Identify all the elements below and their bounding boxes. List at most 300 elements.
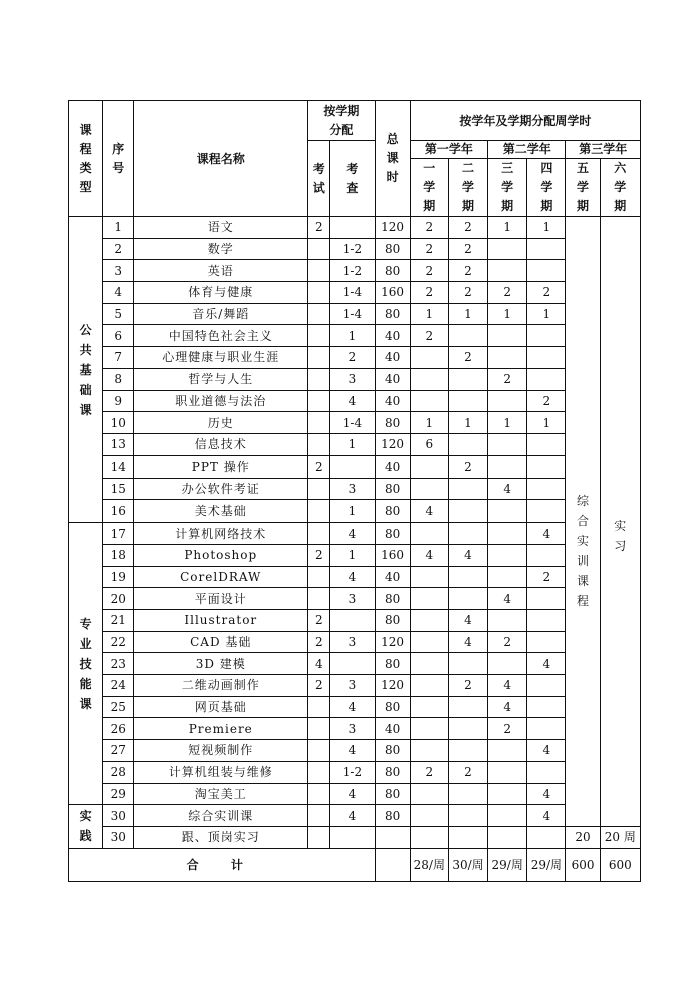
cell-term-3	[488, 761, 527, 783]
merged-internship-label: 实习	[614, 519, 627, 554]
category-practice	[69, 805, 103, 848]
header-term-5: 五学期	[566, 159, 600, 217]
cell-exam	[308, 761, 330, 783]
cell-term-2	[448, 826, 487, 848]
cell-course-name: PPT 操作	[134, 455, 308, 478]
cell-term-4: 4	[527, 740, 566, 762]
table-row	[69, 675, 641, 697]
cell-exam	[308, 696, 330, 718]
table-row	[69, 653, 641, 675]
cell-check: 1-2	[330, 238, 375, 260]
cell-check: 1	[330, 433, 375, 455]
cell-term-2: 4	[448, 610, 487, 632]
cell-check: 4	[330, 783, 375, 805]
totals-term-5: 600	[566, 848, 600, 881]
cell-term-2: 1	[448, 412, 487, 434]
cell-course-name: CorelDRAW	[134, 566, 308, 588]
cell-term-1	[410, 696, 448, 718]
cell-seq: 30	[103, 805, 134, 827]
header-course-name: 课程名称	[134, 101, 308, 217]
cell-term-1	[410, 588, 448, 610]
header-term-6: 六学期	[600, 159, 640, 217]
cell-term-4	[527, 718, 566, 740]
header-seq: 序号	[103, 101, 134, 217]
cell-check: 3	[330, 478, 375, 500]
cell-term-3: 2	[488, 718, 527, 740]
cell-term-1: 1	[410, 303, 448, 325]
cell-total-hours: 80	[375, 783, 410, 805]
cell-total-hours: 160	[375, 544, 410, 566]
cell-total-hours: 80	[375, 740, 410, 762]
cell-check: 1-4	[330, 412, 375, 434]
cell-seq: 24	[103, 675, 134, 697]
cell-course-name: 历史	[134, 412, 308, 434]
cell-course-name: 体育与健康	[134, 282, 308, 304]
cell-check	[330, 653, 375, 675]
cell-course-name: 3D 建模	[134, 653, 308, 675]
cell-term-2	[448, 588, 487, 610]
cell-term-4	[527, 675, 566, 697]
cell-check	[330, 610, 375, 632]
cell-seq: 29	[103, 783, 134, 805]
cell-term-3	[488, 783, 527, 805]
cell-term-2: 2	[448, 347, 487, 369]
cell-total-hours: 80	[375, 761, 410, 783]
cell-total-hours: 40	[375, 455, 410, 478]
cell-exam	[308, 740, 330, 762]
cell-term-3	[488, 238, 527, 260]
cell-term-1: 6	[410, 433, 448, 455]
cell-seq: 15	[103, 478, 134, 500]
cell-term-1: 2	[410, 282, 448, 304]
cell-term-3: 2	[488, 368, 527, 390]
cell-term-2	[448, 478, 487, 500]
cell-term-4: 2	[527, 390, 566, 412]
header-check: 考查	[330, 141, 375, 217]
cell-total-hours	[375, 826, 410, 848]
cell-seq: 16	[103, 500, 134, 523]
cell-term-1: 2	[410, 260, 448, 282]
cell-term-3	[488, 826, 527, 848]
cell-term-4	[527, 761, 566, 783]
totals-hours	[375, 848, 410, 881]
cell-term-1: 2	[410, 217, 448, 239]
cell-seq: 7	[103, 347, 134, 369]
cell-term-3	[488, 390, 527, 412]
cell-seq: 5	[103, 303, 134, 325]
table-row	[69, 826, 641, 848]
cell-course-name: 职业道德与法治	[134, 390, 308, 412]
cell-term-2: 2	[448, 455, 487, 478]
cell-course-name: 数学	[134, 238, 308, 260]
cell-term-4: 4	[527, 783, 566, 805]
header-year-2: 第二学年	[488, 141, 566, 159]
cell-term-3	[488, 260, 527, 282]
cell-seq: 17	[103, 523, 134, 545]
cell-course-name: Premiere	[134, 718, 308, 740]
cell-term-2: 1	[448, 303, 487, 325]
cell-course-name: 平面设计	[134, 588, 308, 610]
cell-term-4: 4	[527, 653, 566, 675]
cell-course-name: 音乐/舞蹈	[134, 303, 308, 325]
cell-seq: 2	[103, 238, 134, 260]
cell-check	[330, 217, 375, 239]
cell-course-name: 淘宝美工	[134, 783, 308, 805]
cell-total-hours: 120	[375, 631, 410, 653]
table-row	[69, 478, 641, 500]
cell-term-4	[527, 325, 566, 347]
totals-term-6: 600	[600, 848, 640, 881]
cell-check: 1	[330, 500, 375, 523]
cell-exam	[308, 238, 330, 260]
cell-total-hours: 40	[375, 368, 410, 390]
cell-seq: 20	[103, 588, 134, 610]
cell-term-3: 4	[488, 588, 527, 610]
cell-exam	[308, 826, 330, 848]
cell-term-3: 4	[488, 696, 527, 718]
cell-check: 2	[330, 347, 375, 369]
cell-total-hours: 80	[375, 412, 410, 434]
cell-term-3	[488, 523, 527, 545]
cell-seq: 4	[103, 282, 134, 304]
cell-term-3	[488, 544, 527, 566]
cell-term-3: 2	[488, 631, 527, 653]
cell-course-name: 语文	[134, 217, 308, 239]
cell-term-5: 20	[566, 826, 600, 848]
cell-exam	[308, 282, 330, 304]
table-row	[69, 544, 641, 566]
cell-exam	[308, 390, 330, 412]
cell-term-1: 2	[410, 238, 448, 260]
cell-term-2	[448, 500, 487, 523]
cell-course-name: 跟、顶岗实习	[134, 826, 308, 848]
cell-term-2: 2	[448, 217, 487, 239]
cell-term-3	[488, 566, 527, 588]
cell-total-hours: 40	[375, 390, 410, 412]
cell-total-hours: 40	[375, 566, 410, 588]
cell-term-1: 4	[410, 500, 448, 523]
cell-course-name: 二维动画制作	[134, 675, 308, 697]
table-row	[69, 433, 641, 455]
cell-check: 3	[330, 368, 375, 390]
cell-term-1	[410, 610, 448, 632]
cell-term-1	[410, 740, 448, 762]
cell-check: 4	[330, 566, 375, 588]
table-row	[69, 740, 641, 762]
cell-course-name: 办公软件考证	[134, 478, 308, 500]
cell-term-2	[448, 325, 487, 347]
cell-exam: 2	[308, 455, 330, 478]
cell-term-1	[410, 783, 448, 805]
cell-exam	[308, 433, 330, 455]
cell-term-3: 1	[488, 303, 527, 325]
cell-seq: 26	[103, 718, 134, 740]
table-row	[69, 303, 641, 325]
cell-term-4	[527, 631, 566, 653]
cell-check: 3	[330, 675, 375, 697]
cell-total-hours: 80	[375, 523, 410, 545]
cell-term-2	[448, 433, 487, 455]
totals-term-2: 30/周	[448, 848, 487, 881]
cell-term-2: 2	[448, 238, 487, 260]
table-row	[69, 783, 641, 805]
cell-term-4: 1	[527, 303, 566, 325]
cell-term-4: 4	[527, 523, 566, 545]
table-row	[69, 500, 641, 523]
cell-seq: 22	[103, 631, 134, 653]
cell-seq: 23	[103, 653, 134, 675]
cell-exam	[308, 500, 330, 523]
cell-seq: 30	[103, 826, 134, 848]
cell-check: 1	[330, 325, 375, 347]
cell-term-1	[410, 523, 448, 545]
cell-seq: 6	[103, 325, 134, 347]
table-row	[69, 282, 641, 304]
header-semester-alloc: 按学期分配	[308, 101, 375, 141]
cell-seq: 14	[103, 455, 134, 478]
cell-term-4	[527, 610, 566, 632]
cell-term-3: 1	[488, 217, 527, 239]
cell-exam	[308, 260, 330, 282]
category-public	[69, 217, 103, 523]
cell-term-4: 2	[527, 566, 566, 588]
category-practice-label: 实践	[79, 809, 92, 844]
cell-check: 1-4	[330, 282, 375, 304]
cell-check: 4	[330, 805, 375, 827]
table-row	[69, 368, 641, 390]
cell-term-1	[410, 653, 448, 675]
cell-check: 1-2	[330, 260, 375, 282]
merged-internship	[600, 217, 640, 827]
cell-course-name: 短视频制作	[134, 740, 308, 762]
cell-term-2	[448, 566, 487, 588]
totals-term-1: 28/周	[410, 848, 448, 881]
cell-total-hours: 80	[375, 303, 410, 325]
cell-check: 3	[330, 631, 375, 653]
category-professional-label: 专业技能课	[79, 616, 92, 711]
category-public-label: 公共基础课	[79, 322, 92, 417]
cell-term-1	[410, 347, 448, 369]
totals-term-3: 29/周	[488, 848, 527, 881]
cell-check: 1	[330, 544, 375, 566]
cell-seq: 13	[103, 433, 134, 455]
table-row	[69, 412, 641, 434]
cell-term-1	[410, 455, 448, 478]
cell-total-hours: 40	[375, 325, 410, 347]
cell-exam: 2	[308, 631, 330, 653]
cell-seq: 21	[103, 610, 134, 632]
table-row	[69, 631, 641, 653]
cell-term-1	[410, 368, 448, 390]
cell-term-3	[488, 455, 527, 478]
cell-term-1	[410, 566, 448, 588]
cell-exam	[308, 412, 330, 434]
cell-check: 4	[330, 390, 375, 412]
cell-check	[330, 826, 375, 848]
cell-term-4	[527, 588, 566, 610]
cell-term-4	[527, 696, 566, 718]
cell-check: 4	[330, 696, 375, 718]
cell-term-2	[448, 805, 487, 827]
cell-term-3: 4	[488, 675, 527, 697]
cell-course-name: 美术基础	[134, 500, 308, 523]
cell-course-name: Photoshop	[134, 544, 308, 566]
cell-exam	[308, 303, 330, 325]
cell-course-name: 信息技术	[134, 433, 308, 455]
cell-term-3	[488, 610, 527, 632]
cell-course-name: 计算机组装与维修	[134, 761, 308, 783]
cell-seq: 8	[103, 368, 134, 390]
cell-course-name: 中国特色社会主义	[134, 325, 308, 347]
cell-exam	[308, 718, 330, 740]
table-row	[69, 566, 641, 588]
cell-exam	[308, 325, 330, 347]
header-weekly-hours: 按学年及学期分配周学时	[410, 101, 640, 141]
cell-term-4	[527, 826, 566, 848]
cell-course-name: 综合实训课	[134, 805, 308, 827]
cell-exam	[308, 783, 330, 805]
cell-term-4: 4	[527, 805, 566, 827]
cell-term-4	[527, 433, 566, 455]
table-row	[69, 523, 641, 545]
cell-term-3	[488, 500, 527, 523]
cell-exam	[308, 478, 330, 500]
cell-term-2: 2	[448, 675, 487, 697]
cell-exam	[308, 566, 330, 588]
merged-training-courses-label: 综合实训课程	[577, 494, 590, 609]
cell-term-3	[488, 805, 527, 827]
cell-term-1: 2	[410, 325, 448, 347]
cell-term-4	[527, 478, 566, 500]
cell-total-hours: 40	[375, 718, 410, 740]
cell-course-name: 心理健康与职业生涯	[134, 347, 308, 369]
cell-term-3	[488, 433, 527, 455]
cell-seq: 19	[103, 566, 134, 588]
table-body	[69, 217, 641, 849]
cell-term-4: 1	[527, 412, 566, 434]
cell-course-name: 计算机网络技术	[134, 523, 308, 545]
cell-seq: 10	[103, 412, 134, 434]
cell-term-1: 1	[410, 412, 448, 434]
cell-term-1: 2	[410, 761, 448, 783]
merged-training-courses	[566, 217, 600, 827]
cell-total-hours: 80	[375, 238, 410, 260]
header-term-4: 四学期	[527, 159, 566, 217]
cell-seq: 9	[103, 390, 134, 412]
cell-term-3	[488, 325, 527, 347]
cell-term-4	[527, 455, 566, 478]
cell-total-hours: 160	[375, 282, 410, 304]
cell-exam	[308, 805, 330, 827]
cell-term-4: 1	[527, 217, 566, 239]
table-row	[69, 347, 641, 369]
table-row	[69, 610, 641, 632]
totals-label: 合 计	[69, 848, 376, 881]
cell-check: 4	[330, 740, 375, 762]
cell-check: 3	[330, 718, 375, 740]
curriculum-table	[68, 100, 641, 882]
cell-seq: 18	[103, 544, 134, 566]
totals-term-4: 29/周	[527, 848, 566, 881]
header-course-type: 课程类型	[69, 101, 103, 217]
cell-term-1	[410, 718, 448, 740]
cell-term-2	[448, 523, 487, 545]
cell-course-name: 网页基础	[134, 696, 308, 718]
cell-term-4	[527, 368, 566, 390]
cell-exam: 2	[308, 675, 330, 697]
cell-seq: 28	[103, 761, 134, 783]
cell-term-3	[488, 653, 527, 675]
table-row	[69, 325, 641, 347]
table-row	[69, 696, 641, 718]
cell-term-2	[448, 718, 487, 740]
table-row	[69, 805, 641, 827]
cell-term-1	[410, 675, 448, 697]
cell-exam	[308, 588, 330, 610]
cell-seq: 1	[103, 217, 134, 239]
cell-check: 3	[330, 588, 375, 610]
cell-exam	[308, 523, 330, 545]
cell-term-1	[410, 390, 448, 412]
cell-term-6: 20 周	[600, 826, 640, 848]
cell-exam	[308, 347, 330, 369]
table-row	[69, 217, 641, 239]
table-row	[69, 455, 641, 478]
cell-total-hours: 80	[375, 653, 410, 675]
cell-check: 4	[330, 523, 375, 545]
table-row	[69, 718, 641, 740]
table-row	[69, 761, 641, 783]
cell-check: 1-2	[330, 761, 375, 783]
cell-term-3	[488, 347, 527, 369]
cell-term-1	[410, 826, 448, 848]
cell-term-4	[527, 500, 566, 523]
cell-total-hours: 80	[375, 500, 410, 523]
cell-term-1	[410, 805, 448, 827]
cell-exam	[308, 368, 330, 390]
cell-term-1	[410, 631, 448, 653]
header-term-3: 三学期	[488, 159, 527, 217]
cell-check: 1-4	[330, 303, 375, 325]
header-term-2: 二学期	[448, 159, 487, 217]
cell-term-2: 2	[448, 282, 487, 304]
cell-exam: 2	[308, 544, 330, 566]
cell-seq: 27	[103, 740, 134, 762]
cell-check	[330, 455, 375, 478]
header-term-1: 一学期	[410, 159, 448, 217]
cell-term-2	[448, 696, 487, 718]
header-year-3: 第三学年	[566, 141, 641, 159]
cell-total-hours: 80	[375, 260, 410, 282]
cell-term-4: 2	[527, 282, 566, 304]
cell-term-2: 4	[448, 631, 487, 653]
cell-term-1	[410, 478, 448, 500]
cell-term-2: 4	[448, 544, 487, 566]
totals-row	[69, 848, 641, 881]
cell-course-name: 英语	[134, 260, 308, 282]
cell-term-2	[448, 390, 487, 412]
cell-term-4	[527, 347, 566, 369]
cell-total-hours: 80	[375, 805, 410, 827]
cell-exam: 2	[308, 217, 330, 239]
cell-term-4	[527, 260, 566, 282]
cell-seq: 25	[103, 696, 134, 718]
table-row	[69, 238, 641, 260]
cell-exam: 4	[308, 653, 330, 675]
cell-seq: 3	[103, 260, 134, 282]
category-professional	[69, 523, 103, 805]
cell-exam: 2	[308, 610, 330, 632]
